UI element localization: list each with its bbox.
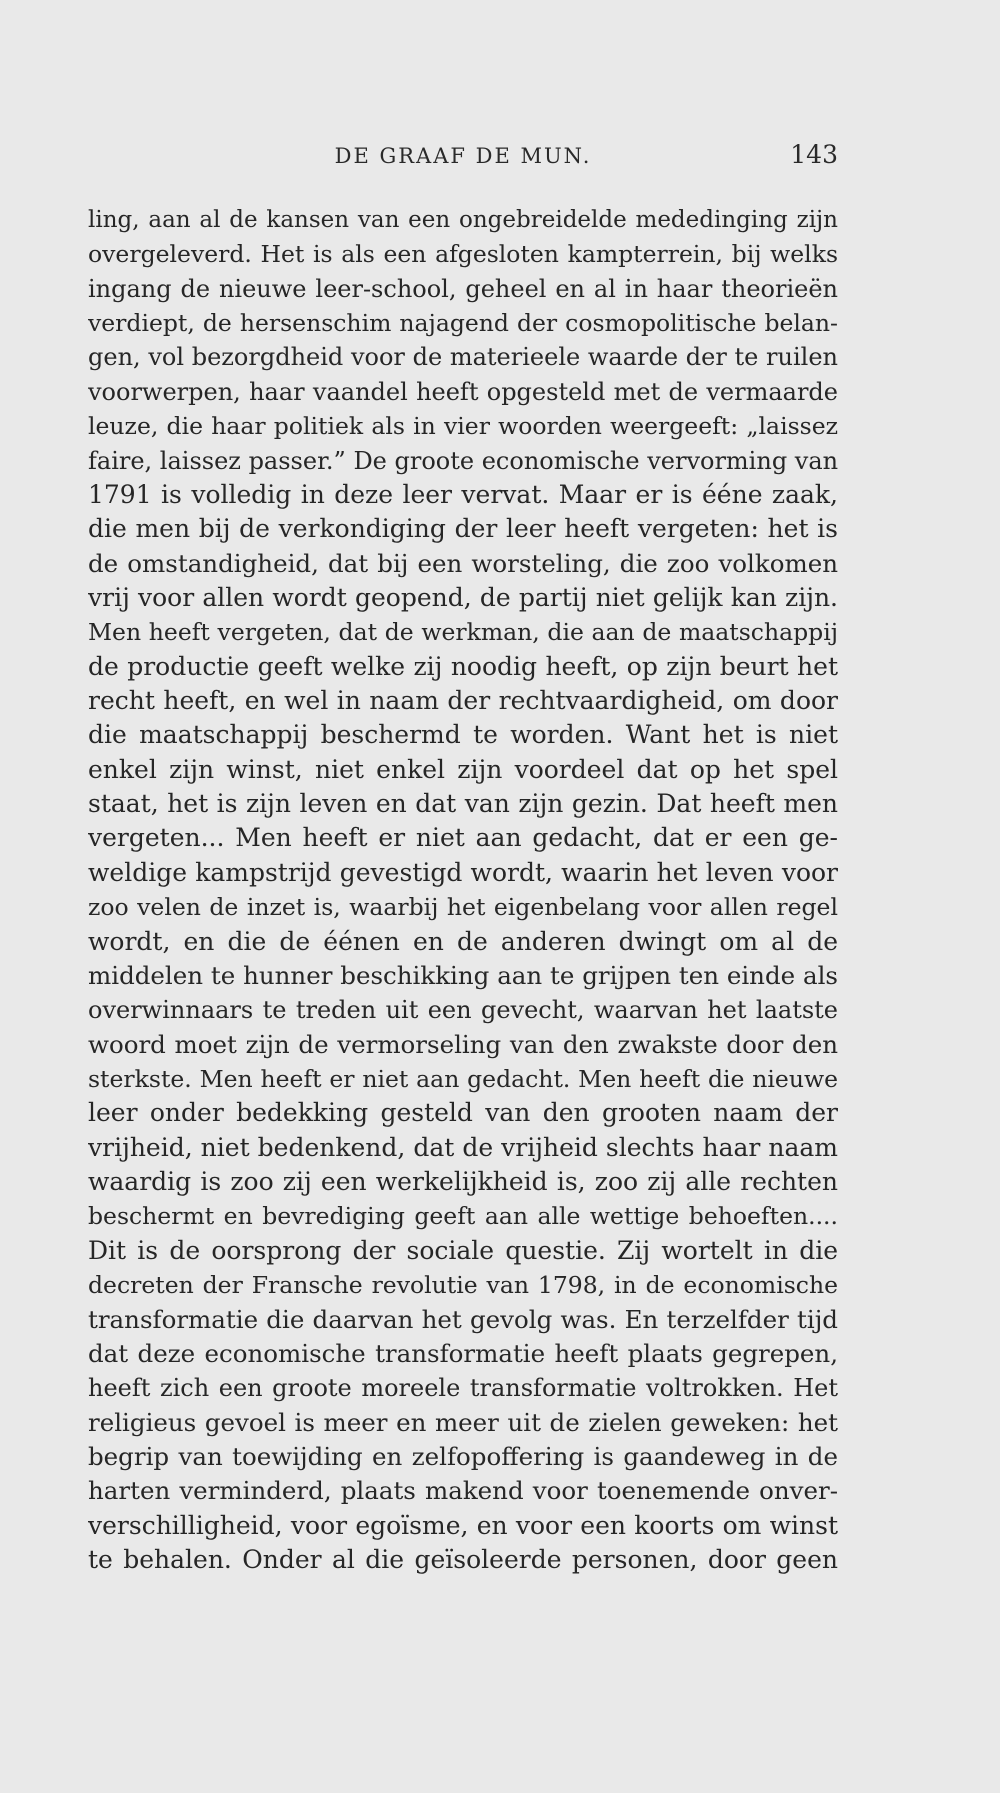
text-line: transformatie die daarvan het gevolg was. En terzelfder tijd — [88, 1304, 838, 1334]
text-line: enkel zijn winst, niet enkel zijn voordeel dat op het spel — [88, 754, 838, 784]
text-line: heeft zich een groote moreele transformatie voltrokken. Het — [88, 1374, 838, 1403]
text-line: staat, het is zijn leven en dat van zijn gezin. Dat heeft men — [88, 789, 838, 819]
text-line: leuze, die haar politiek als in vier woorden weergeeft: „laissez — [88, 412, 838, 441]
body-text — [88, 203, 838, 1577]
text-line: die men bij de verkondiging der leer heeft vergeten: het is — [88, 514, 838, 544]
text-line: dat deze economische transformatie heeft plaats gegrepen, — [88, 1338, 838, 1368]
text-line: ingang de nieuwe leer-school, geheel en al in haar theorieën — [88, 274, 838, 303]
text-line: decreten der Fransche revolutie van 1798, in de economische — [88, 1271, 838, 1300]
text-line: harten verminderd, plaats makend voor toenemende onver- — [88, 1476, 838, 1506]
text-line: ling, aan al de kansen van een ongebreidelde mededinging zijn — [88, 207, 838, 233]
text-line: leer onder bedekking gesteld van den grooten naam der — [88, 1098, 838, 1128]
page-number: 143 — [790, 140, 838, 169]
text-line: vrij voor allen wordt geopend, de partij niet gelijk kan zijn. — [88, 582, 838, 612]
text-line: 1791 is volledig in deze leer vervat. Maar er is ééne zaak, — [88, 479, 838, 509]
text-line: middelen te hunner beschikking aan te grijpen ten einde als — [88, 960, 838, 990]
text-line: Men heeft vergeten, dat de werkman, die aan de maatschappij — [88, 618, 838, 647]
text-line: overgeleverd. Het is als een afgesloten kampterrein, bij welks — [88, 240, 838, 269]
text-line: die maatschappij beschermd te worden. Want het is niet — [88, 720, 838, 750]
text-line: te behalen. Onder al die geïsoleerde personen, door geen — [88, 1545, 838, 1575]
text-line: recht heeft, en wel in naam der rechtvaardigheid, om door — [88, 686, 838, 716]
running-title: DE GRAAF DE MUN. — [334, 144, 592, 168]
text-line: vrijheid, niet bedenkend, dat de vrijheid slechts haar naam — [88, 1132, 838, 1162]
text-line: de productie geeft welke zij noodig heeft, op zijn beurt het — [88, 651, 838, 681]
text-line: voorwerpen, haar vaandel heeft opgesteld met de vermaarde — [88, 377, 838, 406]
text-line: wordt, en die de éénen en de anderen dwingt om al de — [88, 926, 838, 956]
text-line: faire, laissez passer.” De groote economische vervorming van — [88, 446, 838, 475]
text-line: religieus gevoel is meer en meer uit de zielen geweken: het — [88, 1407, 838, 1437]
text-line: gen, vol bezorgdheid voor de materieele waarde der te ruilen — [88, 343, 838, 372]
text-line: verschilligheid, voor egoïsme, en voor een koorts om winst — [88, 1510, 838, 1540]
running-head — [88, 140, 838, 176]
text-line: woord moet zijn de vermorseling van den zwakste door den — [88, 1029, 838, 1059]
text-line: weldige kampstrijd gevestigd wordt, waarin het leven voor — [88, 857, 838, 887]
text-line: waardig is zoo zij een werkelijkheid is, zoo zij alle rechten — [88, 1167, 838, 1197]
text-line: sterkste. Men heeft er niet aan gedacht. Men heeft die nieuwe — [88, 1064, 838, 1093]
text-line: de omstandigheid, dat bij een worsteling, die zoo volkomen — [88, 548, 838, 578]
text-line: overwinnaars te treden uit een gevecht, waarvan het laatste — [88, 996, 838, 1025]
text-line: zoo velen de inzet is, waarbij het eigenbelang voor allen regel — [88, 893, 838, 922]
text-line: vergeten... Men heeft er niet aan gedacht, dat er een ge- — [88, 823, 838, 853]
text-line: beschermt en bevrediging geeft aan alle wettige behoeften.... — [88, 1202, 838, 1231]
text-line: begrip van toewijding en zelfopoffering is gaandeweg in de — [88, 1441, 838, 1471]
text-line: Dit is de oorsprong der sociale questie. Zij wortelt in die — [88, 1235, 838, 1265]
text-line: verdiept, de hersenschim najagend der cosmopolitische belan- — [88, 309, 838, 338]
